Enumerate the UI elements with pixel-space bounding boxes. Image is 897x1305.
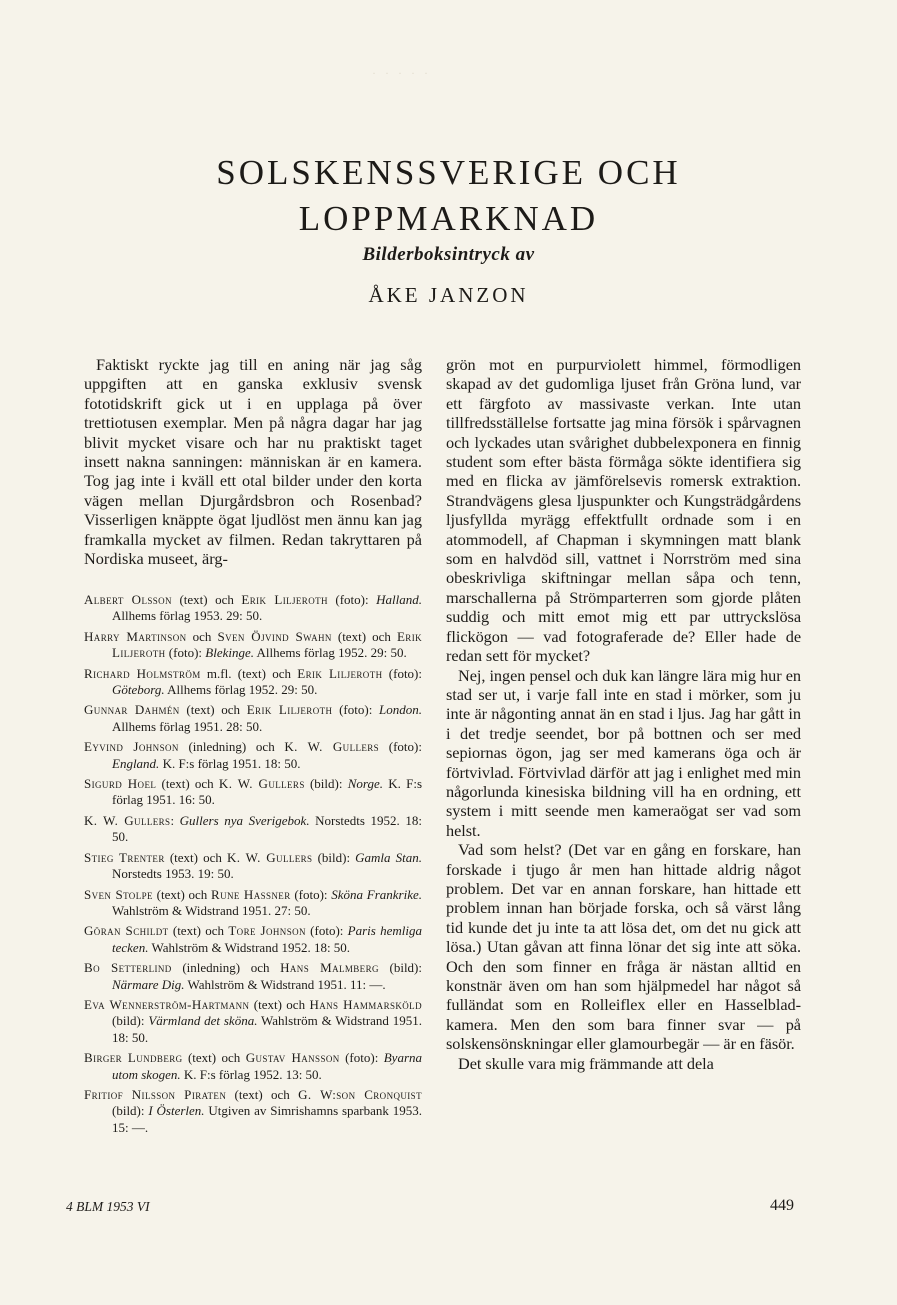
reference-title: Sköna Frankrike. — [331, 886, 422, 902]
book-reference — [84, 923, 422, 956]
body-paragraph: Vad som helst? (Det var en gång en forskare, han forskade i tjugo år men han hittade aldrig något problem. Det var en annan forskare, han hittade ett problem innan han började forska, och så värst lång tid kunde det ju inte ta att lösa det, om det nu gick att lösa.) Utan gåvan att finna lönar det sig inte att söka. Och den som finner en fråga är nästan alltid en konstnär även om han som hjälpmedel har något så fulländat som en Rolleiflex eller en Hasselblad-kamera. Men den som bara finner svar — på solskensönskningar eller glamourbegär — är en fäsör. — [446, 840, 801, 1054]
issue-signature: 4 BLM 1953 VI — [66, 1199, 150, 1214]
reference-author: Sigurd Hoel — [84, 776, 157, 792]
reference-author: Sven Stolpe — [84, 886, 153, 902]
reference-author: Stieg Trenter — [84, 849, 165, 865]
reference-title: Göteborg. — [112, 682, 165, 698]
reference-role: (foto): — [305, 923, 348, 939]
reference-role: (inledning) och — [178, 739, 285, 755]
reference-author: K. W. Gullers — [226, 849, 313, 865]
reference-author: Erik Liljeroth — [241, 592, 328, 607]
reference-publisher: Wahlström & Widstrand 1951. 11: —. — [184, 976, 386, 992]
reference-author: Eyvind Johnson — [84, 739, 179, 755]
reference-publisher: Wahlström & Widstrand 1951. 18: 50. — [112, 1013, 423, 1045]
book-reference — [84, 1050, 422, 1083]
reference-role: (text) och — [168, 923, 229, 939]
reference-role: m.fl. (text) och — [200, 665, 298, 681]
right-column — [446, 355, 801, 1073]
reference-role: (foto): — [165, 645, 206, 661]
reference-publisher: Allhems förlag 1953. 29: 50. — [112, 608, 263, 624]
reference-title: Halland. — [376, 592, 422, 607]
reference-role: (bild): — [112, 1103, 149, 1119]
reference-title: Paris hemliga tecken. — [112, 923, 422, 955]
reference-role: (bild): — [112, 1013, 149, 1029]
reference-author: Fritiof Nilsson Piraten — [84, 1086, 227, 1102]
reference-author: Erik Liljeroth — [112, 628, 423, 661]
reference-publisher: Wahlström & Widstrand 1951. 27: 50. — [112, 902, 311, 918]
book-reference — [84, 887, 422, 920]
book-reference — [84, 666, 422, 699]
reference-author: Tore Johnson — [228, 923, 306, 939]
book-reference — [84, 997, 422, 1046]
reference-role: (text) och — [249, 996, 310, 1012]
article-title-line-2: LOPPMARKNAD — [298, 199, 599, 238]
reference-author: Harry Martinson — [84, 628, 187, 644]
reference-author: Hans Hammarsköld — [309, 996, 422, 1012]
book-reference — [84, 850, 422, 883]
reference-title: I Österlen. — [148, 1103, 205, 1119]
reference-author: Rune Hassner — [211, 886, 291, 902]
reference-role: (bild): — [304, 776, 348, 792]
reference-title: London. — [379, 702, 423, 718]
book-reference — [84, 1087, 422, 1136]
reference-publisher: Wahlström & Widstrand 1952. 18: 50. — [148, 939, 351, 955]
book-reference — [84, 960, 422, 993]
reference-author: Gustav Hansson — [245, 1050, 340, 1066]
reference-role: (foto): — [339, 1050, 384, 1066]
reference-role: (inledning) och — [171, 960, 281, 976]
reference-publisher: Allhems förlag 1952. 29: 50. — [254, 645, 407, 661]
body-paragraph: Nej, ingen pensel och duk kan längre lära mig hur en stad ser ut, i varje fall inte en stad i mörker, som ju inte är någonting annat än en stad i ljus. Jag har gått in i det tredje seendet, bor på bottnen och ser med sepiornas ögon, jag ser med kamerans öga och är förtvivlad. Förtvivlad därför att jag i enlighet med min någorlunda kinesiska bildning vill ha en ordning, ett system i mitt seende men kameraögat ser vad som helst. — [446, 665, 801, 840]
reference-title: Blekinge. — [205, 645, 254, 661]
book-reference — [84, 739, 422, 772]
reference-title: Gamla Stan. — [355, 849, 423, 865]
bleed-through-decoration: · · · · · — [372, 66, 431, 80]
reference-role: (text) och — [156, 776, 219, 792]
reference-role: (bild): — [312, 849, 356, 865]
book-reference — [84, 813, 422, 846]
reference-publisher: Norstedts 1953. 19: 50. — [112, 866, 234, 882]
reference-author: Erik Liljeroth — [246, 702, 333, 718]
article-subtitle: Bilderboksintryck av — [362, 244, 535, 265]
reference-title: Gullers nya Sverigebok. — [179, 812, 310, 828]
reference-title: Norge. — [347, 776, 383, 792]
reference-role: (foto): — [332, 702, 380, 718]
body-paragraph: Faktiskt ryckte jag till en aning när jag såg uppgiften att en ganska exklusiv svensk fototidskrift gick ut i en upplaga på över trettiotusen exemplar. Men på några dagar har jag blivit mycket visare och har nu praktiskt taget insett nakna sanningen: människan är en kamera. Tog jag inte i kväll ett otal bilder under den korta vägen mellan Djurgårdsbron och Rosenbad? Visserligen knäppte ögat ljudlöst men ännu kan jag framkalla mycket av filmen. Redan takryttaren på Nordiska museet, ärg- — [84, 355, 422, 569]
reference-role: och — [186, 628, 218, 644]
book-reference — [84, 776, 422, 809]
reference-role: (bild): — [378, 960, 423, 976]
reference-publisher: K. F:s förlag 1951. 18: 50. — [159, 755, 301, 771]
reference-publisher: K. F:s förlag 1951. 16: 50. — [112, 776, 423, 808]
reference-publisher: K. F:s förlag 1952. 13: 50. — [180, 1066, 322, 1082]
reference-author: K. W. Gullers — [84, 812, 171, 828]
reference-title: Närmare Dig. — [112, 976, 185, 992]
reference-title: Byarna utom skogen. — [112, 1050, 423, 1082]
reference-role: (text) och — [171, 592, 242, 607]
reference-author: Göran Schildt — [84, 923, 169, 939]
reference-author: Sven Öjvind Swahn — [217, 628, 332, 644]
reference-author: Erik Liljeroth — [297, 665, 383, 681]
reference-role: (text) och — [226, 1086, 299, 1102]
reference-publisher: Allhems förlag 1951. 28: 50. — [112, 718, 263, 734]
reference-role: (text) och — [152, 886, 212, 902]
reference-author: G. W:son Cronquist — [298, 1086, 422, 1102]
book-reference — [84, 592, 422, 625]
reference-title: Värmland det sköna. — [148, 1013, 258, 1029]
body-paragraph: grön mot en purpurviolett himmel, förmodligen skapad av det gudomliga ljuset från Gröna lund, var ett färgfoto av massivaste verkan. Inte utan tillfredsställelse fortsatte jag mina försök i spårvagnen och lyckades utan svårighet dubbelexponera en finnig student som efter bästa förmåga sökte identifiera sig med en flicka av jämförelsevis romersk extraktion. Strandvägens glesa ljuspunkter och Kungsträdgårdens ljusfyllda myrägg effektfullt ordnade som i en atommodell, af Chapman i skymningen matt blank som en halvdöd sill, vattnet i Norrström med sina obeskrivliga skiftningar mellan såpa och tenn, marschallerna på Strömparterren som gjorde plåten suddig och mitt emot mig ett par uttryckslösa flickögon — vad fotograferade de? Eller hade de redan sett för mycket? — [446, 355, 801, 666]
reference-author: Gunnar Dahmén — [84, 702, 180, 718]
reference-role: (foto): — [327, 592, 377, 607]
page-number: 449 — [770, 1197, 794, 1214]
reference-title: England. — [112, 755, 160, 771]
reference-role: (text) och — [164, 849, 227, 865]
reference-role: (text) och — [179, 702, 247, 718]
book-reference — [84, 702, 422, 735]
reference-role: (foto): — [290, 886, 332, 902]
reference-author: K. W. Gullers — [284, 739, 380, 755]
left-column — [84, 355, 422, 568]
reference-role: (text) och — [182, 1050, 246, 1066]
reference-author: Birger Lundberg — [84, 1050, 183, 1066]
reference-publisher: Norstedts 1952. 18: 50. — [112, 812, 422, 845]
article-author: ÅKE JANZON — [368, 283, 529, 307]
reference-role: (text) och — [331, 628, 397, 644]
body-paragraph: Det skulle vara mig främmande att dela — [458, 1053, 714, 1073]
reference-author: Richard Holmström — [84, 665, 201, 681]
reference-role: : — [170, 812, 180, 828]
reference-author: Bo Setterlind — [84, 960, 172, 976]
reference-publisher: Utgiven av Simrishamns sparbank 1953. 15: —. — [112, 1103, 422, 1135]
reference-author: K. W. Gullers — [218, 776, 305, 792]
book-reference-list — [84, 592, 422, 1140]
reference-publisher: Allhems förlag 1952. 29: 50. — [164, 682, 318, 698]
reference-author: Albert Olsson — [84, 592, 172, 607]
reference-author: Hans Malmberg — [280, 960, 379, 976]
reference-role: (foto): — [379, 739, 422, 755]
reference-author: Eva Wennerström-Hartmann — [84, 996, 250, 1012]
article-title-line-1: SOLSKENSSVERIGE OCH — [216, 153, 681, 192]
book-reference — [84, 629, 422, 662]
reference-role: (foto): — [382, 665, 423, 681]
